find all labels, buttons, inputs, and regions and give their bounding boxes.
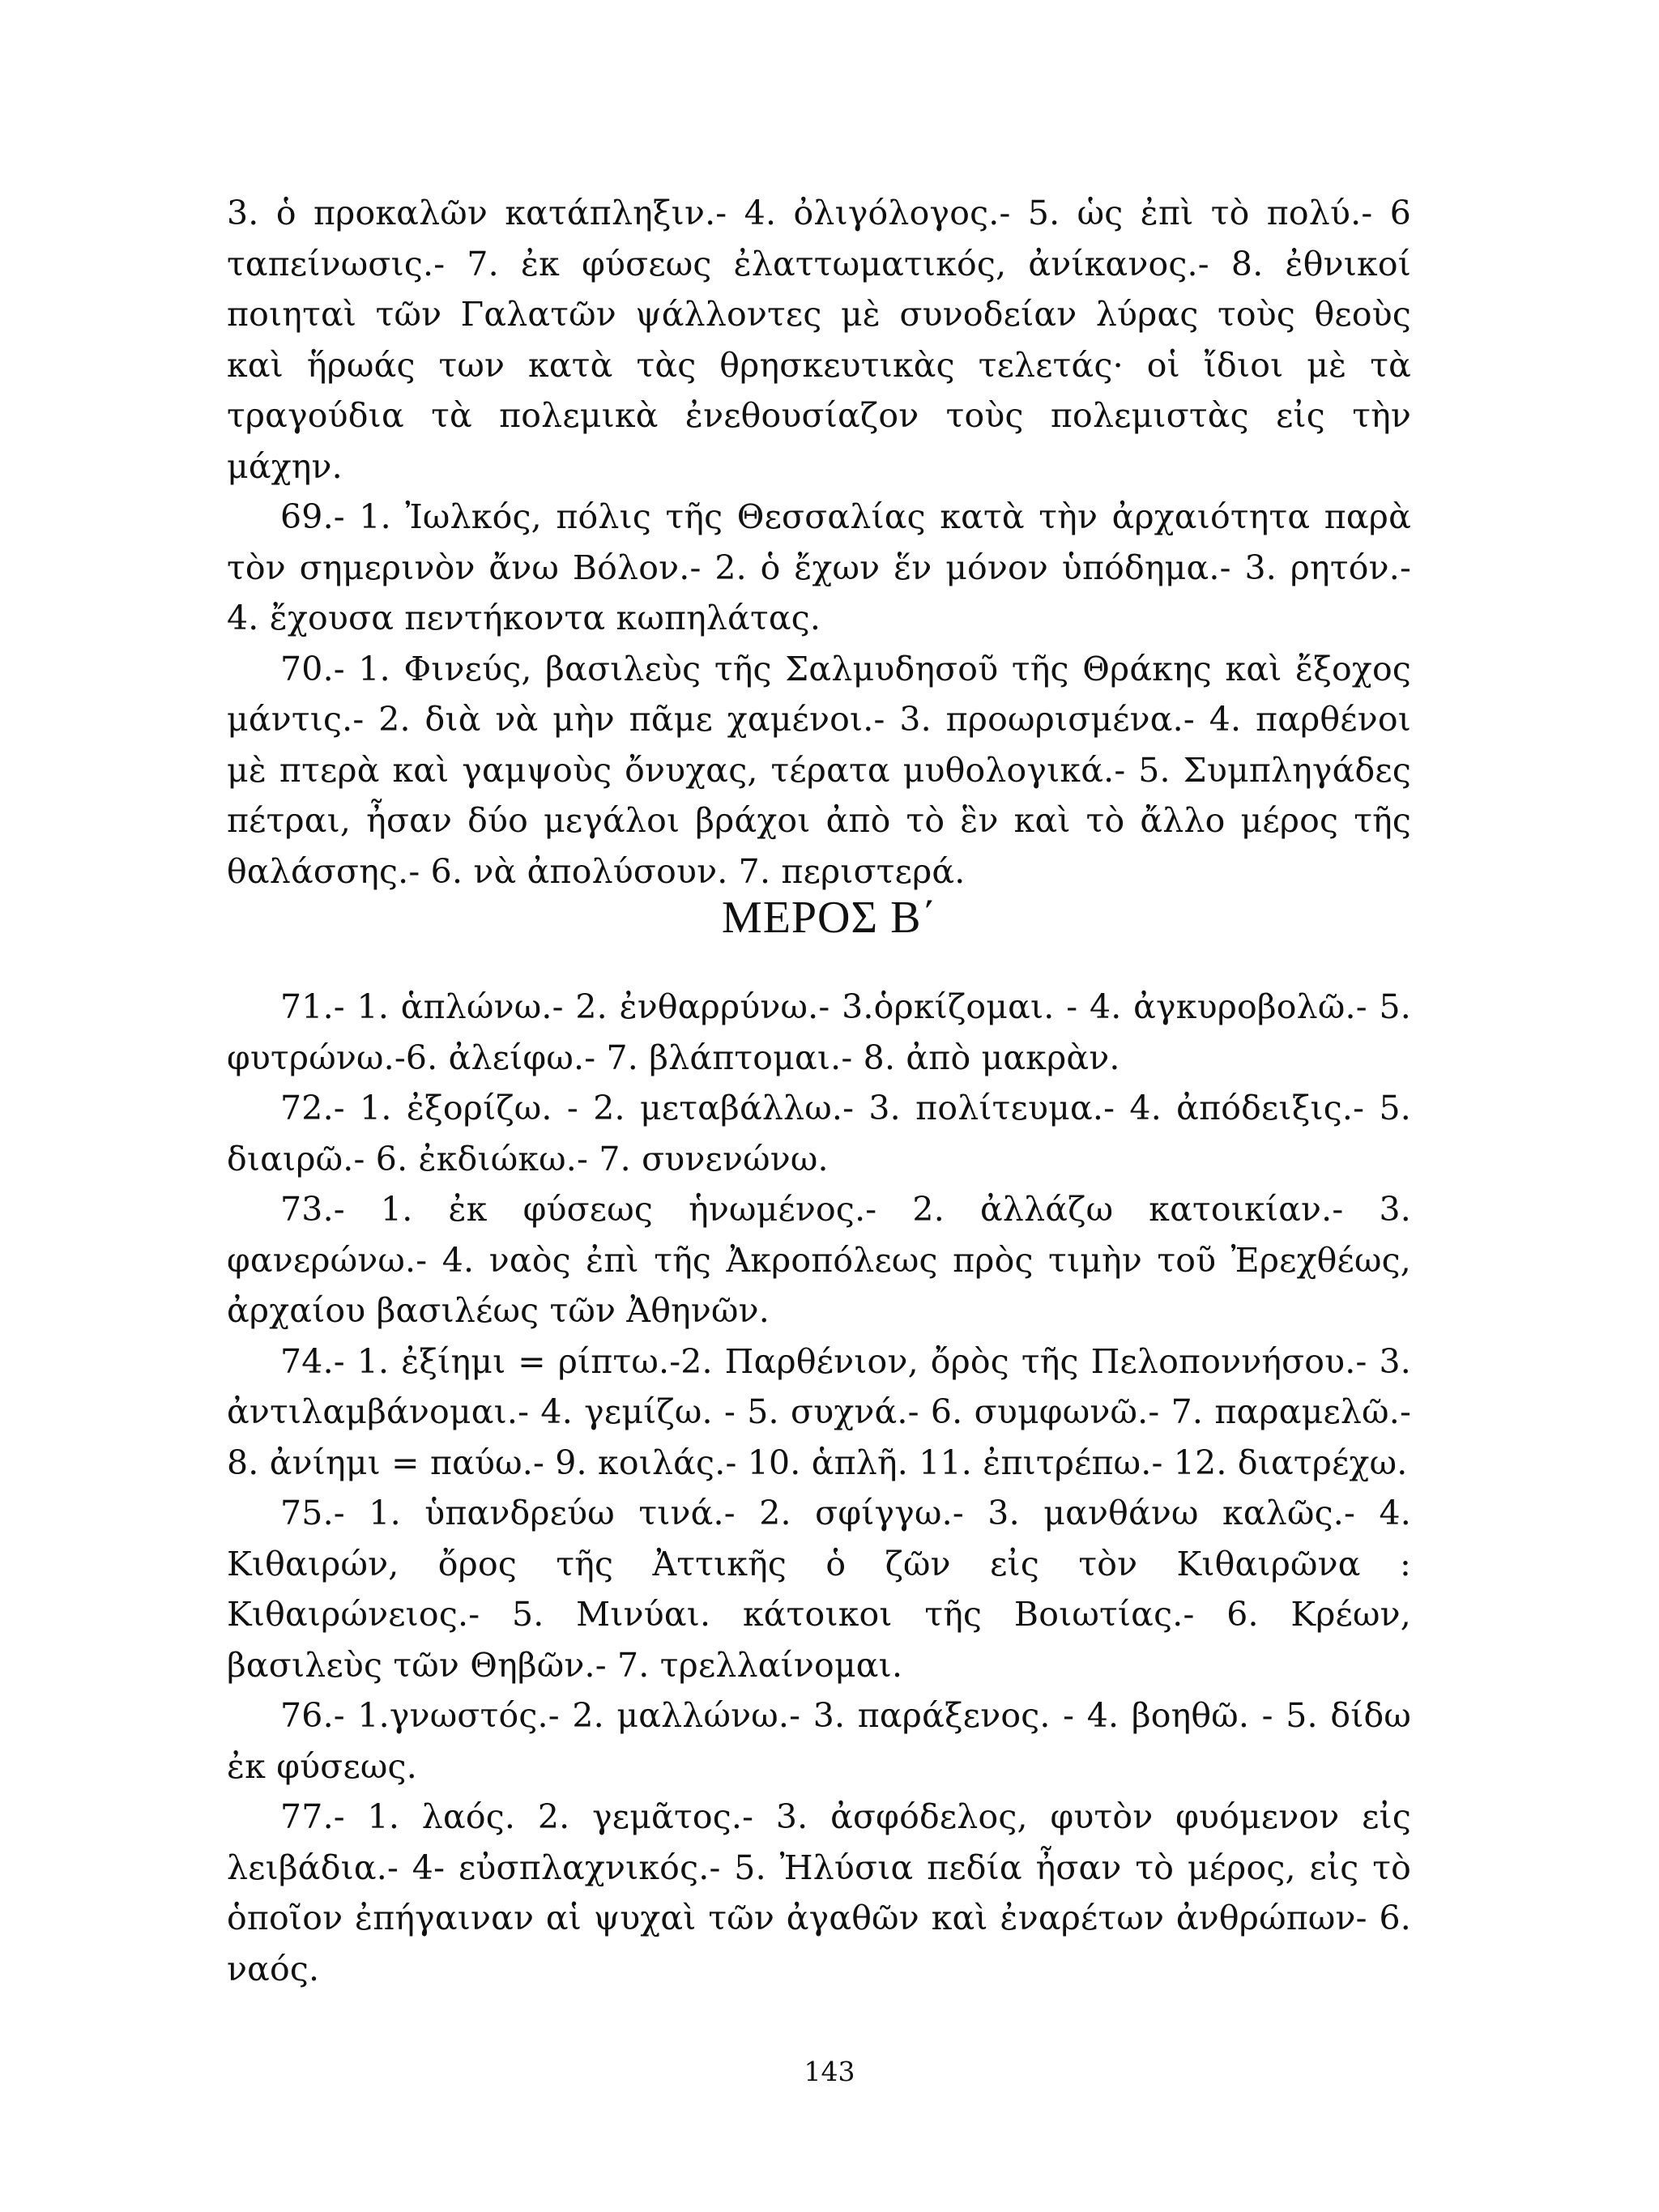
glossary-paragraph-continuation: 3. ὁ προκαλῶν κατάπληξιν.- 4. ὀλιγόλογος.- 5. ὡς ἐπὶ τὸ πολύ.- 6 ταπείνωσις.- 7. ἐκ φύσεως ἐλαττωματικός, ἀνίκανος.- 8. ἐθνικοί ποιηταὶ τῶν Γαλατῶν ψάλλοντες μὲ συνοδείαν λύρας τοὺς θεοὺς καὶ ἥρωάς των κατὰ τὰς θρησκευτικὰς τελετάς· οἱ ἴδιοι μὲ τὰ τραγούδια τὰ πολεμικὰ ἐνεθουσίαζον τοὺς πολεμιστὰς εἰς τὴν μάχην. <box>227 194 1411 486</box>
glossary-entry-76: 76.- 1.γνωστός.- 2. μαλλώνω.- 3. παράξενος. - 4. βοηθῶ. - 5. δίδω ἐκ φύσεως. <box>227 1696 1411 1786</box>
glossary-block-part-a <box>227 188 1411 897</box>
glossary-entry-73: 73.- 1. ἐκ φύσεως ἡνωμένος.- 2. ἀλλάζω κατοικίαν.- 3. φανερώνω.- 4. ναὸς ἐπὶ τῆς Ἀκροπόλεως πρὸς τιμὴν τοῦ Ἐρεχθέως, ἀρχαίου βασιλέως τῶν Ἀθηνῶν. <box>227 1190 1411 1330</box>
page-number: 143 <box>804 2056 855 2087</box>
glossary-entry-71: 71.- 1. ἁπλώνω.- 2. ἐνθαρρύνω.- 3.ὁρκίζομαι. - 4. ἀγκυροβολῶ.- 5. φυτρώνω.-6. ἀλείφω.- 7. βλάπτομαι.- 8. ἀπὸ μακρὰν. <box>227 987 1411 1077</box>
glossary-entry-74: 74.- 1. ἐξίημι = ρίπτω.-2. Παρθένιον, ὄρὸς τῆς Πελοποννήσου.- 3. ἀντιλαμβάνομαι.- 4. γεμίζω. - 5. συχνά.- 6. συμφωνῶ.- 7. παραμελῶ.- 8. ἀνίημι = παύω.- 9. κοιλάς.- 10. ἁπλῆ. 11. ἐπιτρέπω.- 12. διατρέχω. <box>227 1341 1411 1482</box>
glossary-entry-75: 75.- 1. ὑπανδρεύω τινά.- 2. σφίγγω.- 3. μανθάνω καλῶς.- 4. Κιθαιρών, ὄρος τῆς Ἀττικῆς ὁ ζῶν εἰς τὸν Κιθαιρῶνα : Κιθαιρώνειος.- 5. Μινύαι. κάτοικοι τῆς Βοιωτίας.- 6. Κρέων, βασιλεὺς τῶν Θηβῶν.- 7. τρελλαίνομαι. <box>227 1494 1411 1685</box>
section-heading: ΜΕΡΟΣ Β΄ <box>721 893 938 943</box>
glossary-block-part-b <box>227 982 1411 1994</box>
glossary-entry-70: 70.- 1. Φινεύς, βασιλεὺς τῆς Σαλμυδησοῦ τῆς Θράκης καὶ ἔξοχος μάντις.- 2. διὰ νὰ μὴν πᾶμε χαμένοι.- 3. προωρισμένα.- 4. παρθένοι μὲ πτερὰ καὶ γαμψοὺς ὄνυχας, τέρατα μυθολογικά.- 5. Συμπληγάδες πέτραι, ἦσαν δύο μεγάλοι βράχοι ἀπὸ τὸ ἓν καὶ τὸ ἄλλο μέρος τῆς θαλάσσης.- 6. νὰ ἀπολύσουν. 7. περιστερά. <box>227 649 1411 891</box>
glossary-entry-69: 69.- 1. Ἰωλκός, πόλις τῆς Θεσσαλίας κατὰ τὴν ἀρχαιότητα παρὰ τὸν σημερινὸν ἄνω Βόλον.- 2. ὁ ἔχων ἕν μόνον ὑπόδημα.- 3. ρητόν.- 4. ἔχουσα πεντήκοντα κωπηλάτας. <box>227 497 1411 637</box>
glossary-entry-72: 72.- 1. ἐξορίζω. - 2. μεταβάλλω.- 3. πολίτευμα.- 4. ἀπόδειξις.- 5. διαιρῶ.- 6. ἐκδιώκω.- 7. συνενώνω. <box>227 1089 1411 1178</box>
glossary-entry-77: 77.- 1. λαός. 2. γεμᾶτος.- 3. ἀσφόδελος, φυτὸν φυόμενον εἰς λειβάδια.- 4- εὐσπλαχνικός.- 5. Ἠλύσια πεδία ἦσαν τὸ μέρος, εἰς τὸ ὁποῖον ἐπήγαιναν αἱ ψυχαὶ τῶν ἀγαθῶν καὶ ἐναρέτων ἀνθρώπων- 6. ναός. <box>227 1797 1411 1988</box>
